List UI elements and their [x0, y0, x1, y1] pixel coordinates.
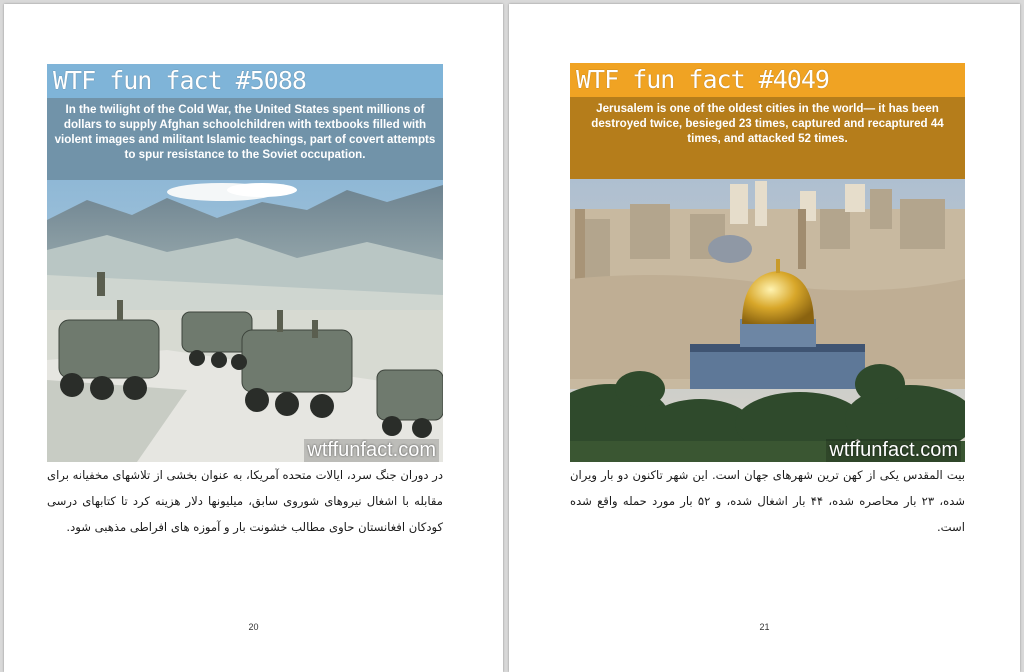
page-number: 21: [759, 622, 770, 632]
page-number: 20: [248, 622, 259, 632]
persian-translation: بیت المقدس یکی از کهن ترین شهرهای جهان است. این شهر تاکنون دو بار ویران شده، ۲۳ بار محاصره شده، ۴۴ بار اشغال شده، و ۵۲ بار مورد حمله واقع شده است.: [570, 468, 966, 534]
soviet-convoy-photo: [47, 180, 443, 462]
right-page: [509, 4, 1020, 672]
card-title: WTF fun fact #4049: [570, 63, 965, 97]
left-page: [4, 4, 503, 672]
watermark: wtffunfact.com: [304, 439, 439, 462]
card-title: WTF fun fact #5088: [47, 64, 443, 98]
jerusalem-dome-photo: [570, 179, 965, 462]
card-caption: Jerusalem is one of the oldest cities in the world— it has been destroyed twice, besieged 23 times, captured and recaptured 44 times, and attacked 52 times.: [570, 97, 965, 179]
persian-translation: در دوران جنگ سرد، ایالات متحده آمریکا، به عنوان بخشی از تلاشهای مخفیانه برای مقابله با اشغال نیروهای شوروی سابق، میلیونها دلار هزینه کرد تا کتابهای درسی کودکان افغانستان حاوی مطالب خشونت بار و آموزه های افراطی مذهبی شود.: [47, 468, 443, 534]
fun-fact-card-4049: [570, 63, 965, 462]
fun-fact-card-5088: [47, 64, 443, 462]
watermark: wtffunfact.com: [826, 439, 961, 462]
card-caption: In the twilight of the Cold War, the United States spent millions of dollars to supply Afghan schoolchildren with textbooks filled with violent images and militant Islamic teachings, part of covert attempts to spur resistance to the Soviet occupation.: [47, 98, 443, 180]
